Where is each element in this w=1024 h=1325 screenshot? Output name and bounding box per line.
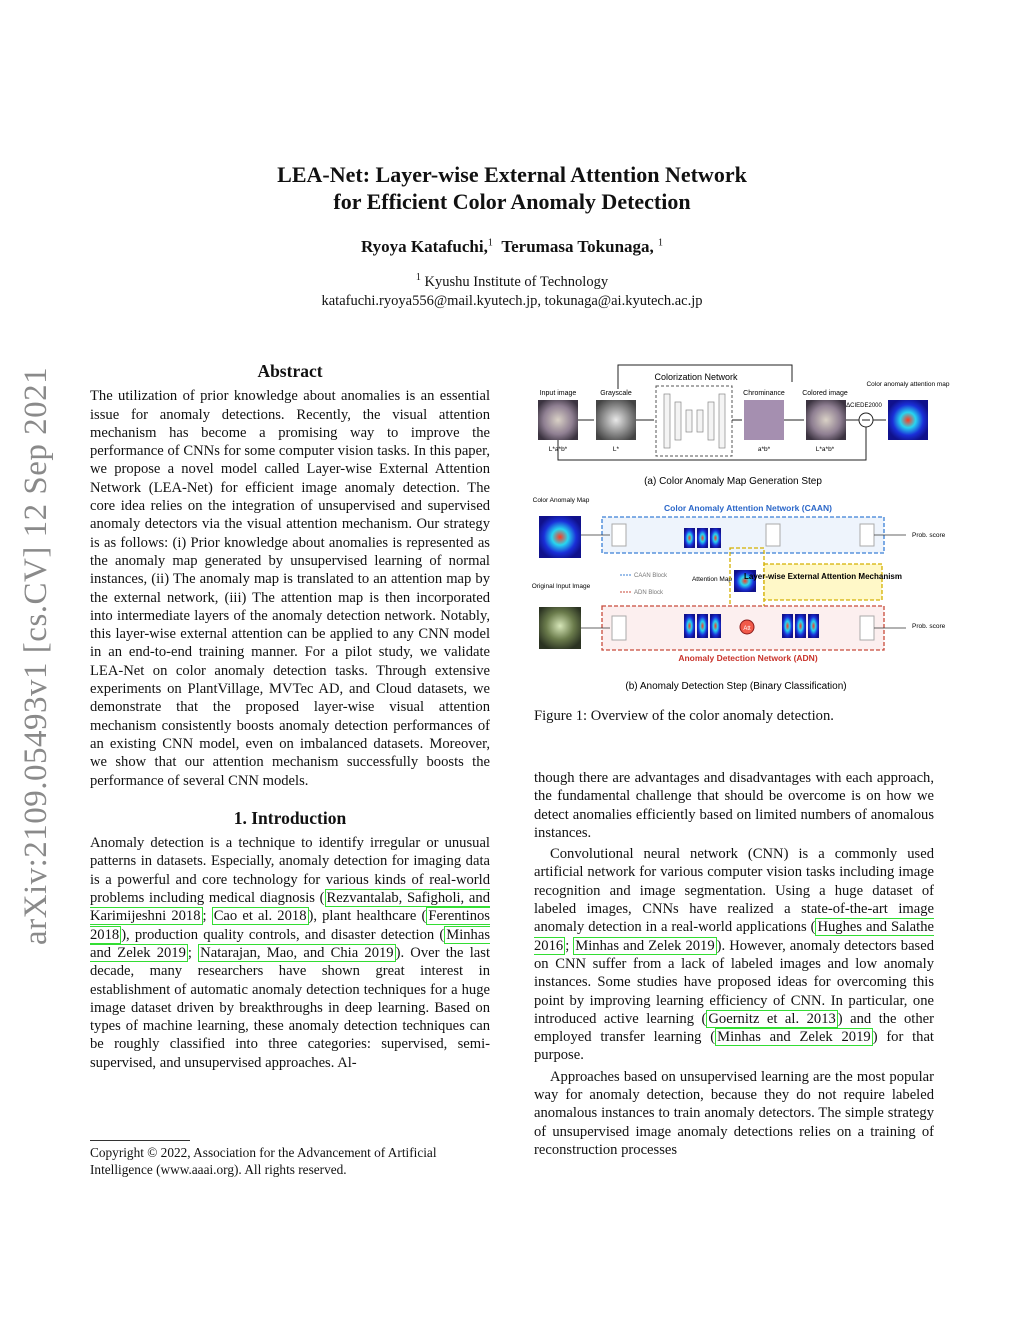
left-column <box>90 362 490 1072</box>
citation-link[interactable]: Minhas and Zelek 2019 <box>717 1029 871 1046</box>
color-anomaly-map-input <box>539 516 581 558</box>
label-original-input: Original Input Image <box>531 583 591 590</box>
right-paragraph-3: Approaches based on unsupervised learning are the most popular way for anomaly detection, because they do not require labeled anomalous instances to train anomaly detectors. The simple strategy of unsupervised image anomaly detections relies on a training of reconstruction processes <box>534 1068 934 1158</box>
adn-title: Anomaly Detection Network (ADN) <box>678 653 818 663</box>
label-colored-image: Colored image <box>802 390 848 397</box>
grayscale-image <box>596 400 636 440</box>
label-l-star: L* <box>612 446 620 453</box>
right-text-e: ) for that purpose. <box>534 1029 934 1064</box>
citation-link[interactable]: Ferentinos 2018 <box>90 908 490 943</box>
label-ab-star: a*b* <box>757 446 771 453</box>
right-paragraph-2 <box>534 845 934 1065</box>
label-colorization-network: Colorization Network <box>654 372 738 382</box>
input-image <box>538 400 578 440</box>
affiliation <box>0 268 1024 311</box>
label-delta-e: ΔCIEDE2000 <box>846 403 882 409</box>
right-column <box>534 769 934 1159</box>
author-1: Ryoya Katafuchi, <box>360 237 488 256</box>
citation-link[interactable]: Rezvantalab, Safigholi, and Karimijeshni 2018 <box>90 890 491 925</box>
intro-text-e: ; <box>187 944 199 961</box>
footnote: Copyright © 2022, Association for the Advancement of Artificial Intelligence (www.aaai.org). All rights reserved. <box>90 1145 437 1177</box>
right-text-a: Convolutional neural network (CNN) is a commonly used artificial network for various computer vision tasks including image recognition and image segmentation. Using a huge dataset of labeled images, CNNs have realized a state-of-the-art image anomaly detection in a real-world applications ( <box>534 846 934 936</box>
colored-image <box>806 400 846 440</box>
intro-text-a: Anomaly detection is a technique to identify irregular or unusual patterns in datasets. Especially, anomaly detection for imaging data is a powerful and core technology for various kinds of real-world problems including medical diagnosis ( <box>90 835 490 907</box>
intro-text-f: ). Over the last decade, many researchers have shown great interest in establishment of automatic anomaly detection techniques for a huge image dataset driven by breakthroughs in deep learning. Based on types of machine learning, these anomaly detection techniques can be roughly classified into three categories: supervised, semi-supervised, and unsupervised approaches. Al- <box>90 944 490 1071</box>
intro-paragraph <box>90 834 490 1072</box>
emails: katafuchi.ryoya556@mail.kyutech.jp, tokunaga@ai.kyutech.ac.jp <box>321 292 703 309</box>
citation-link[interactable]: Minhas and Zelek 2019 <box>90 926 490 961</box>
citation-link[interactable]: Hughes and Salathe 2016 <box>534 919 934 954</box>
legend-caan-block: CAAN Block <box>634 573 668 579</box>
arxiv-stamp: arXiv:2109.05493v1 [cs.CV] 12 Sep 2021 <box>18 366 54 945</box>
label-input-image: Input image <box>539 390 577 397</box>
figure-caption: Figure 1: Overview of the color anomaly detection. <box>534 708 834 724</box>
lea-mechanism-label: Layer-wise External Attention Mechanism <box>744 572 902 581</box>
authors <box>0 237 1024 257</box>
citation-link[interactable]: Cao et al. 2018 <box>213 908 307 925</box>
label-chrominance: Chrominance <box>743 390 785 397</box>
title-line-1: LEA-Net: Layer-wise External Attention Network <box>277 162 747 187</box>
title-line-2: for Efficient Color Anomaly Detection <box>333 189 691 214</box>
abstract-text: The utilization of prior knowledge about anomalies is an essential issue for anomaly detections. Recently, the visual attention mechanism has become a promising way to improve the performance of CNNs for some computer vision tasks. In this paper, we propose a novel model called Layer-wise External Attention Network (LEA-Net) for efficient image anomaly detection. The core idea relies on the integration of unsupervised and supervised anomaly detectors via the visual attention mechanism. Our strategy is as follows: (i) Prior knowledge about anomalies is represented as the anomaly map generated by unsupervised learning of normal instances, (ii) The anomaly map is translated to an attention map by the external network, (iii) The attention map is then incorporated into intermediate layers of the anomaly detection network. Notably, this layer-wise external attention can be applied to any CNN model in an end-to-end training manner. For a pilot study, we validate LEA-Net on color anomaly detection tasks. Through extensive experiments on PlantVillage, MVTec AD, and Cloud datasets, we demonstrate that the proposed layer-wise visual attention mechanism consistently boosts anomaly detection performances of an existing CNN model, even on imbalanced datasets. Moreover, we show that our attention mechanism successfully boosts the performance of several CNN models. <box>90 388 490 789</box>
author-2-sup: 1 <box>658 237 664 249</box>
label-color-anomaly-map: Color Anomaly Map <box>532 497 590 504</box>
affil-sup: 1 <box>415 272 421 283</box>
prob-score-2: Prob. score <box>912 623 946 630</box>
right-paragraph-1: though there are advantages and disadvantages with each approach, the fundamental challenge that should be overcome is on how we detect anomalies efficiently based on limited numbers of anomalous instances. <box>534 770 934 841</box>
right-text-b: ; <box>565 937 574 954</box>
prob-score-1: Prob. score <box>912 532 946 539</box>
label-color-anomaly-attention-map: Color anomaly attention map <box>866 381 950 388</box>
citation-link[interactable]: Minhas and Zelek 2019 <box>575 937 715 954</box>
chrominance-image <box>744 400 784 440</box>
right-text-c: ). However, anomaly detectors based on CNN suffer from a lack of labeled images and low anomaly instances. Some studies have proposed ideas for overcoming this point by improving learning efficiency of CNN. In particular, one introduced active learning ( <box>534 937 935 1027</box>
label-attention-map: Attention Map <box>691 576 733 583</box>
citation-link[interactable]: Natarajan, Mao, and Chia 2019 <box>200 944 394 961</box>
footnote-rule <box>90 1140 190 1141</box>
abstract-heading: Abstract <box>257 361 323 381</box>
author-2: Terumasa Tokunaga, <box>501 237 654 256</box>
legend-adn-block: ADN Block <box>634 590 664 596</box>
intro-text-b: ; <box>202 908 212 925</box>
author-1-sup: 1 <box>487 237 493 249</box>
label-grayscale: Grayscale <box>600 390 632 397</box>
intro-heading: 1. Introduction <box>233 807 347 828</box>
citation-link[interactable]: Goernitz et al. 2013 <box>708 1010 836 1027</box>
label-lab-2: L*a*b* <box>815 446 835 453</box>
label-lab-1: L*a*b* <box>548 446 568 453</box>
original-input-image <box>539 607 581 649</box>
caan-title: Color Anomaly Attention Network (CAAN) <box>664 503 832 513</box>
lea-mechanism-box <box>764 564 882 600</box>
paper-title <box>0 161 1024 215</box>
figure-1-diagram <box>531 362 950 700</box>
att-symbol: Att <box>743 626 751 632</box>
color-anomaly-map-image <box>888 400 928 440</box>
caption-b: (b) Anomaly Detection Step (Binary Classification) <box>625 681 847 692</box>
institution: Kyushu Institute of Technology <box>424 273 609 290</box>
caption-a: (a) Color Anomaly Map Generation Step <box>644 476 822 487</box>
intro-text-c: ), plant healthcare ( <box>308 908 427 925</box>
right-text-d: ) and the other employed transfer learning ( <box>534 1010 934 1046</box>
intro-text-d: ), production quality controls, and disaster detection ( <box>121 926 445 943</box>
